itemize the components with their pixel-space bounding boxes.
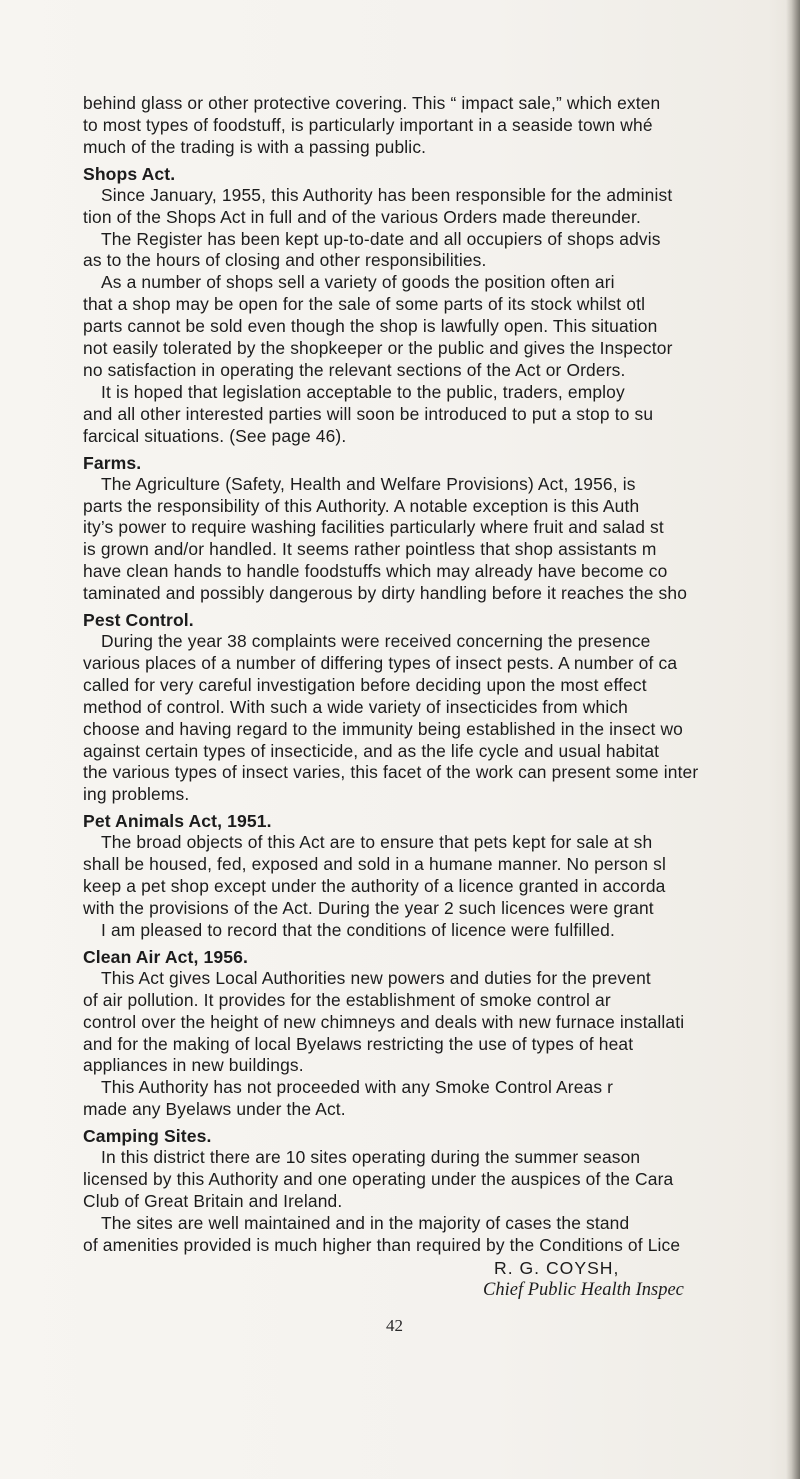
signatory-title: Chief Public Health Inspec [483,1279,684,1300]
text-line: as to the hours of closing and other responsibilities. [83,250,487,271]
section-heading-clean-air-act: Clean Air Act, 1956. [83,946,248,967]
section-heading-pet-animals-act: Pet Animals Act, 1951. [83,811,272,832]
text-line: In this district there are 10 sites operating during the summer season [101,1147,641,1168]
text-line: is grown and/or handled. It seems rather pointless that shop assistants m [83,539,657,560]
text-line: parts cannot be sold even though the shop is lawfully open. This situation [83,316,658,337]
text-line: taminated and possibly dangerous by dirty handling before it reaches the sho [83,583,688,604]
section-heading-pest-control: Pest Control. [83,610,194,631]
text-line: shall be housed, fed, exposed and sold in a humane manner. No person sl [83,854,666,875]
text-line: The Register has been kept up-to-date and all occupiers of shops advis [101,228,661,249]
text-line: much of the trading is with a passing public. [83,136,427,157]
text-line: This Authority has not proceeded with any Smoke Control Areas r [101,1077,614,1098]
text-line: The Agriculture (Safety, Health and Welfare Provisions) Act, 1956, is [101,473,636,494]
text-line: to most types of foodstuff, is particularly important in a seaside town whé [83,114,653,135]
text-line: farcical situations. (See page 46). [83,425,347,446]
section-heading-farms: Farms. [83,452,142,473]
section-heading-camping-sites: Camping Sites. [83,1126,212,1147]
text-line: method of control. With such a wide variety of insecticides from which [83,696,628,717]
text-column [83,93,787,1301]
text-line: choose and having regard to the immunity being established in the insect wo [83,718,683,739]
text-line: ing problems. [83,784,190,805]
text-line: made any Byelaws under the Act. [83,1099,346,1120]
text-line: control over the height of new chimneys and deals with new furnace installati [83,1011,685,1032]
text-line: of air pollution. It provides for the establishment of smoke control ar [83,989,611,1010]
signatory-name: R. G. COYSH, [494,1257,620,1278]
text-line: tion of the Shops Act in full and of the various Orders made thereunder. [83,206,641,227]
text-line: the various types of insect varies, this facet of the work can present some inter [83,762,699,783]
text-line: various places of a number of differing types of insect pests. A number of ca [83,652,678,673]
text-line: not easily tolerated by the shopkeeper or the public and gives the Inspector [83,338,673,359]
text-line: ity’s power to require washing facilities particularly where fruit and salad st [83,517,664,538]
text-line: and all other interested parties will soon be introduced to put a stop to su [83,403,654,424]
text-line: This Act gives Local Authorities new powers and duties for the prevent [101,967,651,988]
text-line: and for the making of local Byelaws restricting the use of types of heat [83,1033,634,1054]
text-line: appliances in new buildings. [83,1055,304,1076]
text-line: of amenities provided is much higher than required by the Conditions of Lice [83,1234,681,1255]
section-heading-shops-act: Shops Act. [83,163,176,184]
text-line: behind glass or other protective covering. This “ impact sale,” which exten [83,93,661,113]
text-line: with the provisions of the Act. During the year 2 such licences were grant [83,898,654,918]
text-line: parts the responsibility of this Authority. A notable exception is this Auth [83,495,640,516]
text-line: against certain types of insecticide, and as the life cycle and usual habitat [83,740,660,761]
text-line: The sites are well maintained and in the majority of cases the stand [101,1212,630,1233]
text-line: licensed by this Authority and one operating under the auspices of the Cara [83,1169,674,1190]
text-line: The broad objects of this Act are to ensure that pets kept for sale at sh [101,832,653,853]
text-line: Since January, 1955, this Authority has been responsible for the administ [101,184,673,205]
text-line: keep a pet shop except under the authority of a licence granted in accorda [83,876,666,897]
page-number: 42 [386,1316,403,1335]
text-line: called for very careful investigation before deciding upon the most effect [83,674,647,695]
text-line: no satisfaction in operating the relevant sections of the Act or Orders. [83,359,626,380]
text-line: During the year 38 complaints were received concerning the presence [101,631,651,652]
text-line: have clean hands to handle foodstuffs which may already have become co [83,561,668,582]
text-line: that a shop may be open for the sale of some parts of its stock whilst otl [83,294,646,315]
text-line: It is hoped that legislation acceptable to the public, traders, employ [101,381,625,402]
text-line: As a number of shops sell a variety of goods the position often ari [101,272,615,293]
text-line: Club of Great Britain and Ireland. [83,1190,343,1211]
page-binding-shadow [786,0,800,1479]
text-line: I am pleased to record that the conditions of licence were fulfilled. [101,919,615,940]
